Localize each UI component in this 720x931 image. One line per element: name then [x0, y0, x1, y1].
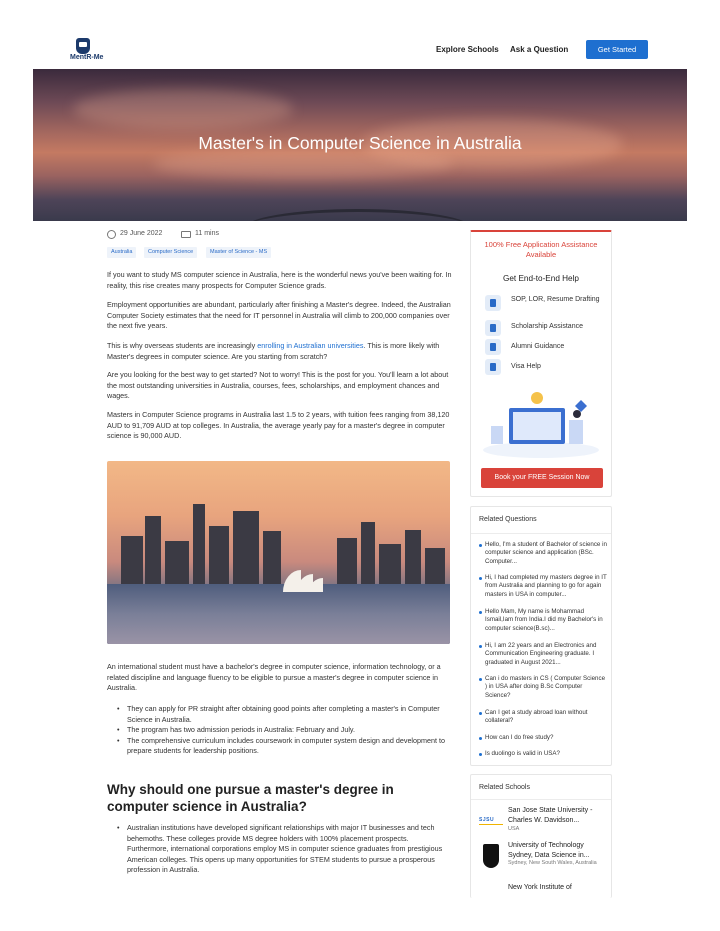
tag-master-of-science[interactable]: Master of Science - MS: [206, 247, 271, 258]
school-location: USA: [508, 826, 520, 832]
sjsu-logo: SJSU: [479, 817, 503, 825]
related-schools-panel: [470, 774, 612, 898]
question-link[interactable]: Is duolingo is valid in USA?: [485, 750, 607, 758]
bullet-list: [117, 823, 447, 876]
book-icon: [181, 231, 191, 238]
article-paragraph: Are you looking for the best way to get started? Not to worry! This is the post for you. You'll learn a lot about the most outstanding universities in Australia, courses, fees, scholarships, and employment chances and wages.: [107, 370, 449, 401]
building-shape: [165, 541, 189, 586]
school-name-link[interactable]: University of Technology Sydney, Data Science in...: [508, 842, 590, 859]
logo-text: MentR-Me: [70, 54, 104, 61]
help-label: Alumni Guidance: [511, 343, 565, 350]
question-link[interactable]: Hi, I am 22 years and an Electronics and Communication Engineering graduate. I graduated in August 2021...: [485, 642, 607, 667]
school-name-link[interactable]: New York Institute of: [508, 884, 572, 891]
building-shape: [405, 530, 421, 586]
building-shape: [233, 511, 259, 586]
cta-subtitle: Get End-to-End Help: [502, 274, 579, 283]
logo-icon: [76, 38, 90, 54]
top-navbar: [0, 0, 720, 68]
help-label: Visa Help: [511, 363, 541, 370]
question-link[interactable]: How can I do free study?: [485, 734, 607, 742]
enrolling-link[interactable]: enrolling in Australian universities: [257, 341, 364, 350]
question-link[interactable]: Can i do masters in CS ( Computer Science ) in USA after doing B.Sc Computer Science?: [485, 675, 606, 699]
help-item-alumni: [485, 339, 605, 359]
help-label: Scholarship Assistance: [511, 323, 583, 330]
panel-title: Related Questions: [479, 516, 537, 523]
list-item: • They can apply for PR straight after obtaining good points after completing a master's in Computer Science in Australia.: [117, 704, 447, 725]
question-link[interactable]: Can I get a study abroad loan without collateral?: [485, 709, 607, 726]
list-item: • The program has two admission periods in Australia: February and July.: [117, 725, 447, 736]
hero-cloud: [73, 89, 293, 129]
article-paragraph: An international student must have a bachelor's degree in computer science, information technology, or a related discipline and language fluency to be eligible to pursue a master's degree in computer science in Australia.: [107, 662, 441, 693]
nav-ask-question[interactable]: Ask a Question: [510, 45, 569, 54]
building-shape: [361, 522, 375, 586]
building-shape: [209, 526, 229, 586]
clock-icon: [107, 230, 116, 239]
user-icon: [485, 339, 501, 355]
help-item-scholarship: [485, 320, 605, 340]
document-icon: [485, 295, 501, 311]
bridge-arch: [243, 209, 473, 221]
list-item: • The comprehensive curriculum includes coursework in computer system design and development to prepare students for leadership positions.: [117, 736, 447, 757]
divider: [471, 799, 611, 800]
free-assistance-card: [470, 230, 612, 497]
related-questions-panel: [470, 506, 612, 766]
divider: [471, 533, 611, 534]
tag-australia[interactable]: Australia: [107, 247, 136, 258]
page-title: Master's in Computer Science in Australia: [198, 133, 522, 153]
building-shape: [379, 544, 401, 586]
help-label: SOP, LOR, Resume Drafting: [511, 296, 600, 303]
nav-explore-schools[interactable]: Explore Schools: [436, 45, 499, 54]
building-shape: [337, 538, 357, 586]
article-paragraph: Employment opportunities are abundant, particularly after finishing a Master's degree. Indeed, the Australian Computer Society estimates that the need for IT personnel in Australia will climb to 200,000 companies over the next five years.: [107, 300, 451, 331]
building-shape: [425, 548, 445, 586]
section-heading: Why should one pursue a master's degree in computer science in Australia?: [107, 782, 394, 814]
study-illustration-icon: [481, 390, 601, 460]
publish-date: 29 June 2022: [120, 230, 163, 237]
question-link[interactable]: Hi, I had completed my masters degree in IT from Australia and planning to go for again masters in USA in computer...: [485, 574, 607, 598]
uts-logo-icon: [483, 844, 499, 868]
book-free-session-button[interactable]: Book your FREE Session Now: [481, 468, 603, 488]
article-paragraph: [107, 341, 452, 362]
mentr-me-logo[interactable]: [70, 38, 110, 66]
cta-title: 100% Free Application Assistance Available: [484, 240, 598, 259]
sydney-skyline-image: [107, 461, 450, 644]
building-shape: [193, 504, 205, 586]
panel-title: Related Schools: [479, 784, 530, 791]
opera-house: [277, 562, 333, 592]
help-item-visa: [485, 359, 605, 379]
paragraph-text: This is why overseas students are increasingly: [107, 341, 258, 350]
bullet-list: [117, 704, 447, 757]
get-started-button[interactable]: Get Started: [586, 40, 648, 59]
read-time: 11 mins: [195, 230, 219, 237]
question-link[interactable]: Hello, I'm a student of Bachelor of science in computer science and application (BSc. Computer...: [485, 541, 607, 565]
list-item: • Australian institutions have developed significant relationships with major IT businesses and tech behemoths. These colleges provide MS degree holders with 100% placement prospects. Furthermore, international corporations employ MS in computer science graduates from prestigious American colleges. This opens up many opportunities for STEM students to pursue a prosperous profession in Australia.: [117, 823, 447, 876]
help-item-sop: [485, 295, 605, 315]
article-paragraph: Masters in Computer Science programs in Australia last 1.5 to 2 years, with tuition fees ranging from 38,120 AUD to 91,709 AUD at top colleges. In Australia, the average yearly pay for a master's degree in computer science is 90,000 AUD.: [107, 410, 450, 441]
question-link[interactable]: Hello Mam, My name is Mohammad Ismail,Iam from India.I did my Bachelor's in computer science(B.sc)...: [485, 608, 607, 633]
school-name-link[interactable]: San Jose State University - Charles W. Davidson...: [508, 807, 593, 824]
paragraph-text: . This is more likely with Master's degrees in computer science. Are you starting from scratch?: [107, 341, 440, 361]
graduation-cap-icon: [485, 320, 501, 336]
school-location: Sydney, New South Wales, Australia: [508, 860, 597, 866]
passport-icon: [485, 359, 501, 375]
harbour-water: [107, 584, 450, 644]
hero-banner: [33, 69, 687, 221]
building-shape: [121, 536, 143, 586]
article-paragraph: If you want to study MS computer science in Australia, here is the wonderful news you've been waiting for. In reality, this rise creates many prospects for Computer Science grads.: [107, 270, 452, 290]
tag-computer-science[interactable]: Computer Science: [144, 247, 197, 258]
building-shape: [145, 516, 161, 586]
